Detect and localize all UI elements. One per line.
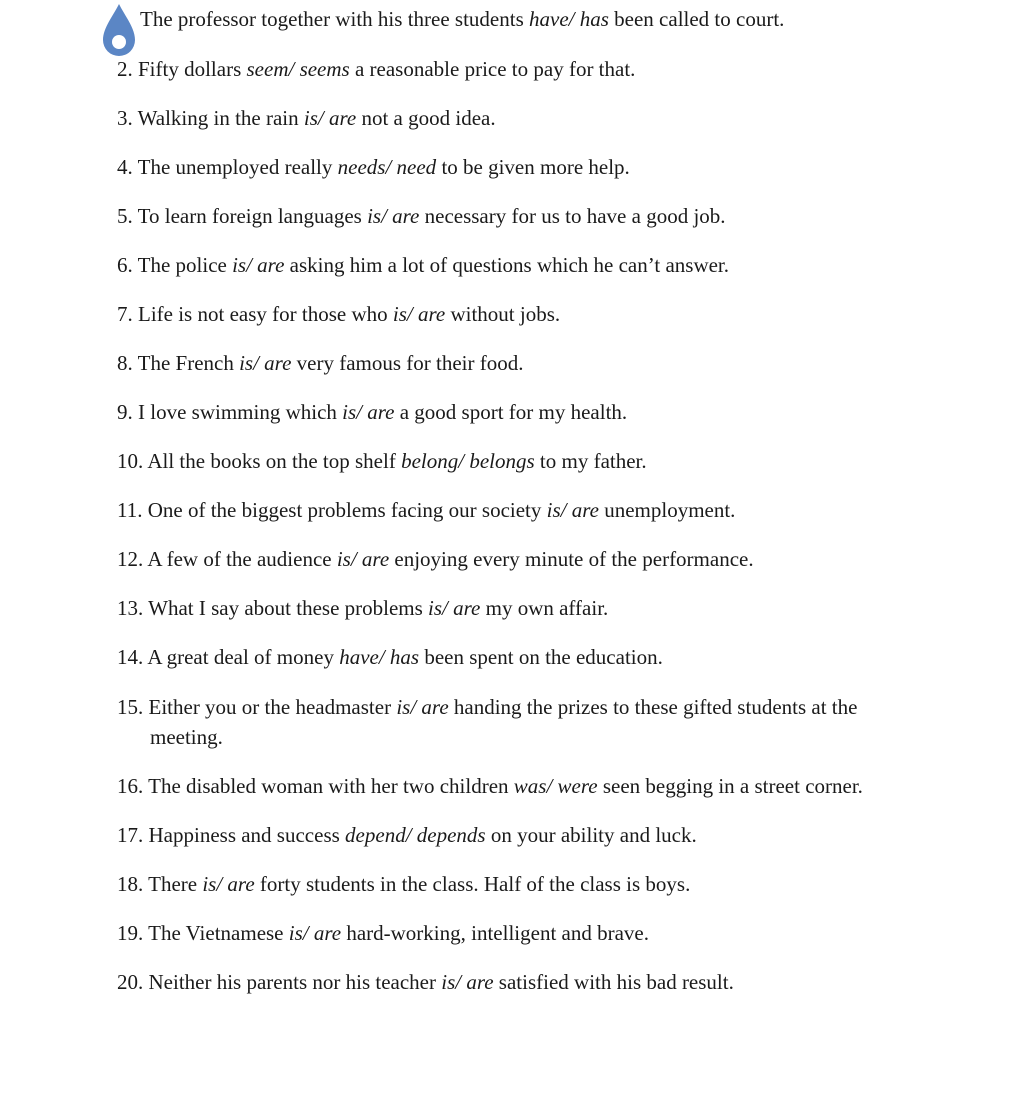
exercise-item-13 — [117, 593, 984, 623]
item-choice: is/ are — [303, 106, 357, 130]
item-text-after: asking him a lot of questions which he can’t answer. — [284, 253, 730, 277]
item-number: 5. — [117, 204, 133, 228]
item-text-after: not a good idea. — [356, 106, 496, 130]
item-choice: is/ are — [342, 400, 395, 424]
item-choice: is/ are — [441, 970, 494, 994]
item-text-before: Neither his parents nor his teacher — [143, 970, 442, 994]
item-text-before: A few of the audience — [143, 547, 337, 571]
item-number: 16. — [117, 774, 144, 798]
item-text-before: Fifty dollars — [132, 57, 247, 81]
item-text-after: a reasonable price to pay for that. — [349, 57, 636, 81]
exercise-item-5 — [117, 201, 984, 231]
item-choice: is/ are — [202, 872, 255, 896]
exercise-item-8 — [117, 348, 984, 378]
item-number: 13. — [117, 596, 144, 620]
item-text-before: To learn foreign languages — [132, 204, 368, 228]
item-text-after: been called to court. — [608, 7, 785, 31]
exercise-item-3 — [117, 103, 984, 133]
item-text-after: a good sport for my health. — [394, 400, 628, 424]
item-number: 3. — [117, 106, 133, 130]
exercise-item-20 — [117, 967, 984, 997]
exercise-item-11 — [117, 495, 984, 525]
item-text-before: All the books on the top shelf — [143, 449, 402, 473]
item-number: 6. — [117, 253, 133, 277]
item-number: 9. — [117, 400, 133, 424]
exercise-item-17 — [117, 820, 984, 850]
item-text-after: very famous for their food. — [291, 351, 524, 375]
item-choice: have/ has — [529, 7, 609, 31]
exercise-item-6 — [117, 250, 984, 280]
exercise-item-18 — [117, 869, 984, 899]
item-choice: is/ are — [288, 921, 342, 945]
item-text-after: unemployment. — [598, 498, 736, 522]
exercise-item-4 — [117, 152, 984, 182]
item-number: 20. — [117, 970, 144, 994]
item-text-before: Life is not easy for those who — [132, 302, 393, 326]
item-choice: belong/ belongs — [401, 449, 535, 473]
item-number: 8. — [117, 351, 133, 375]
item-choice: is/ are — [546, 498, 599, 522]
item-text-after: been spent on the education. — [419, 645, 663, 669]
item-text-after: on your ability and luck. — [485, 823, 697, 847]
item-text-before: The unemployed really — [132, 155, 338, 179]
exercise-item-12 — [117, 544, 984, 574]
item-text-before: Happiness and success — [143, 823, 346, 847]
item-text-before: The professor together with his three students — [140, 7, 529, 31]
item-number: 10. — [117, 449, 144, 473]
item-text-before: One of the biggest problems facing our society — [142, 498, 547, 522]
exercise-item-2 — [117, 54, 984, 84]
item-text-after: enjoying every minute of the performance. — [389, 547, 754, 571]
item-number: 11. — [117, 498, 143, 522]
item-text-after: seen begging in a street corner. — [597, 774, 863, 798]
item-choice: is/ are — [239, 351, 292, 375]
exercise-item-9 — [117, 397, 984, 427]
item-choice: is/ are — [367, 204, 420, 228]
item-text-after: without jobs. — [445, 302, 561, 326]
item-text-before: The disabled woman with her two children — [143, 774, 514, 798]
item-text-after: to my father. — [534, 449, 647, 473]
item-text-before: Walking in the rain — [132, 106, 304, 130]
item-choice: needs/ need — [337, 155, 437, 179]
exercise-item-1 — [140, 4, 1007, 34]
item-text-after: forty students in the class. Half of the class is boys. — [254, 872, 691, 896]
item-text-before: Either you or the headmaster — [143, 695, 397, 719]
item-number: 12. — [117, 547, 144, 571]
item-choice: have/ has — [339, 645, 420, 669]
item-choice: was/ were — [513, 774, 598, 798]
item-choice: is/ are — [336, 547, 390, 571]
item-number: 15. — [117, 695, 144, 719]
item-number: 17. — [117, 823, 144, 847]
item-number: 7. — [117, 302, 133, 326]
item-text-before: The Vietnamese — [143, 921, 289, 945]
item-continuation: meeting. — [150, 725, 223, 749]
exercise-item-15 — [117, 692, 984, 752]
item-text-after: handing the prizes to these gifted students at the — [448, 695, 858, 719]
item-choice: is/ are — [428, 596, 481, 620]
item-text-before: There — [143, 872, 203, 896]
exercise-item-14 — [117, 642, 984, 672]
item-text-before: I love swimming which — [132, 400, 343, 424]
item-choice: seem/ seems — [246, 57, 350, 81]
item-text-after: my own affair. — [480, 596, 609, 620]
item-number: 18. — [117, 872, 144, 896]
exercise-item-19 — [117, 918, 984, 948]
item-text-after: hard-working, intelligent and brave. — [341, 921, 649, 945]
exercise-item-16 — [117, 771, 984, 801]
item-number: 19. — [117, 921, 144, 945]
item-text-after: necessary for us to have a good job. — [419, 204, 726, 228]
item-choice: depend/ depends — [345, 823, 486, 847]
item-text-after: satisfied with his bad result. — [493, 970, 734, 994]
item-text-before: A great deal of money — [143, 645, 340, 669]
item-text-after: to be given more help. — [436, 155, 630, 179]
item-text-before: The police — [132, 253, 233, 277]
item-text-before: The French — [132, 351, 240, 375]
item-number: 14. — [117, 645, 144, 669]
exercise-item-7 — [117, 299, 984, 329]
exercise-item-10 — [117, 446, 984, 476]
item-number: 4. — [117, 155, 133, 179]
item-choice: is/ are — [396, 695, 449, 719]
drop-pin-icon — [100, 2, 138, 62]
item-text-before: What I say about these problems — [143, 596, 429, 620]
item-choice: is/ are — [232, 253, 285, 277]
item-number: 2. — [117, 57, 133, 81]
item-choice: is/ are — [392, 302, 446, 326]
